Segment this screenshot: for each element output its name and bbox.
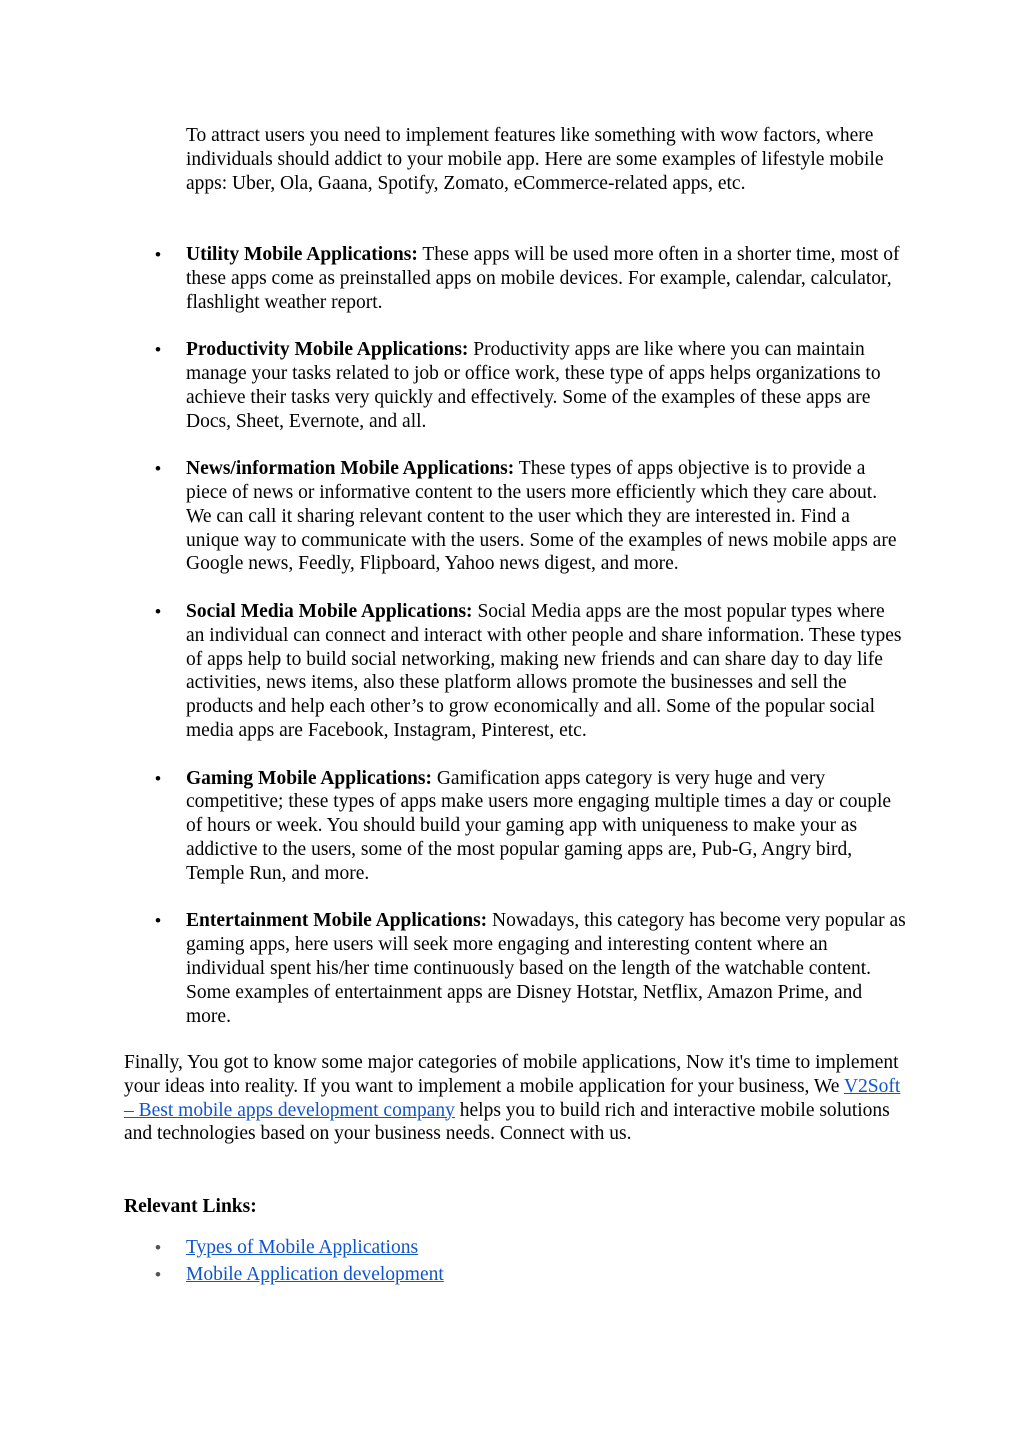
category-text: Social Media apps are the most popular types where an individual can connect and interact with other people and share information. These types of apps help to build social networking, making new friends and can share day to day life activities, news items, also these platform allows promote the businesses and sell the products and help each other’s to grow economically and all. Some of the popular social media apps are Facebook, Instagram, Pinterest, etc. [186,600,902,741]
final-paragraph [124,1051,904,1146]
category-title: Entertainment Mobile Applications: [186,910,488,932]
category-title: Gaming Mobile Applications: [186,767,432,789]
mobile-application-development-link[interactable]: Mobile Application development [186,1264,444,1285]
intro-paragraph: To attract users you need to implement features like something with wow factors, where individuals should addict to your mobile app. Here are some examples of lifestyle mobile apps: Uber, Ola, Gaana, Spotify, Zomato, eCommerce-related apps, etc. [186,125,884,194]
list-item-social-media [186,600,906,743]
final-text-after: helps you to build rich and interactive mobile solutions and technologies based on your business needs. Connect with us. [124,1099,890,1145]
v2soft-company-link[interactable]: V2Soft – Best mobile apps development company [124,1075,901,1121]
category-list [186,243,906,1052]
list-item-entertainment [186,909,906,1028]
list-item-productivity [186,338,906,433]
types-of-mobile-applications-link[interactable]: Types of Mobile Applications [186,1237,419,1258]
category-title: Productivity Mobile Applications: [186,339,469,361]
category-text: These types of apps objective is to provide a piece of news or informative content to the users more efficiently which they care about. We can call it sharing relevant content to the user which they are interested in. Find a unique way to communicate with the users. Some of the examples of news mobile apps are Google news, Feedly, Flipboard, Yahoo news digest, and more. [186,458,897,575]
category-title: Social Media Mobile Applications: [186,600,473,622]
category-title: News/information Mobile Applications: [186,458,515,480]
relevant-links-list [186,1236,444,1290]
final-text-before: Finally, You got to know some major categories of mobile applications, Now it's time to implement your ideas into reality. If you want to implement a mobile application for your business, We [124,1052,899,1097]
category-text: These apps will be used more often in a shorter time, most of these apps come as preinstalled apps on mobile devices. For example, calendar, calculator, flashlight weather report. [186,244,900,313]
category-title: Utility Mobile Applications: [186,244,418,265]
category-text: Nowadays, this category has become very popular as gaming apps, here users will seek more engaging and interesting content where an individual spent his/her time continuously based on the length of the watchable content. Some examples of entertainment apps are Disney Hotstar, Netflix, Amazon Prime, and more. [186,910,906,1027]
relevant-links-heading: Relevant Links: [124,1196,257,1217]
list-item-utility [186,243,906,314]
list-item [186,1236,444,1260]
category-text: Gamification apps category is very huge and very competitive; these types of apps make users more engaging multiple times a day or couple of hours or week. You should build your gaming app with uniqueness to make your as addictive to the users, some of the most popular gaming apps are, Pub-G, Angry bird, Temple Run, and more. [186,767,892,884]
list-item [186,1263,444,1287]
category-text: Productivity apps are like where you can maintain manage your tasks related to job or office work, these type of apps helps organizations to achieve their tasks very quickly and effectively. Some of the examples of these apps are Docs, Sheet, Evernote, and all. [186,339,881,432]
list-item-gaming [186,767,906,886]
list-item-news [186,457,906,576]
